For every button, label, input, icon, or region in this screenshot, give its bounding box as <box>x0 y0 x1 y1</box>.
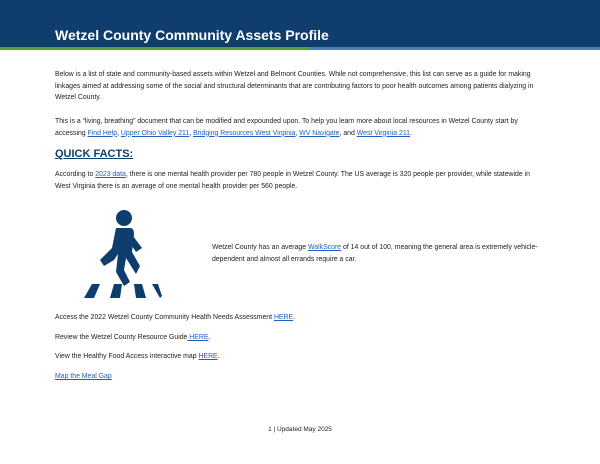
link-upper-ohio-valley-211[interactable]: Upper Ohio Valley 211 <box>120 129 190 137</box>
header-stripe-green <box>0 47 310 50</box>
page-title: Wetzel County Community Assets Profile <box>55 27 329 43</box>
resource-text: Access the 2022 Wetzel County Community Health Needs Assessment <box>55 314 274 321</box>
figure-head <box>116 210 132 226</box>
quick-facts-heading: QUICK FACTS: <box>55 148 134 160</box>
intro-paragraph: Below is a list of state and community-based assets within Wetzel and Belmont Counties. While not comprehensive, this list can serve as a guide for making linkages aimed at addressing some of the social and structural determinants that are contributing factors to poor health outcomes among patients dialyzing in Wetzel County. <box>55 71 534 102</box>
crosswalk-stripe <box>152 284 162 298</box>
period: . <box>217 353 220 360</box>
link-bridging-resources-wv[interactable]: Bridging Resources West Virginia <box>193 129 296 137</box>
pedestrian-crossing-icon <box>80 208 162 300</box>
resource-line-guide <box>55 332 210 343</box>
resource-text: View the Healthy Food Access interactive map <box>55 353 199 360</box>
separator: , <box>189 129 194 137</box>
mh-text-before: According to <box>55 171 96 178</box>
header-stripe-blue <box>310 47 600 50</box>
link-food-map-here[interactable]: HERE <box>198 353 218 360</box>
walk-text-before: Wetzel County has an average <box>212 244 309 251</box>
page-header <box>0 0 600 47</box>
mh-text-after: , there is one mental health provider per 780 people in Wetzel County. The US average is 320 people per provider, while statewide in West Virginia there is an average of one mental health provider per 560 people. <box>55 171 530 190</box>
living-doc-text: This is a “living, breathing” document that can be modified and expounded upon. To help you learn more about local resources in Wetzel County start by accessing <box>55 118 518 137</box>
link-west-virginia-211[interactable]: West Virginia 211 <box>356 129 411 137</box>
crosswalk-stripe <box>134 284 146 298</box>
mental-health-paragraph <box>55 169 545 192</box>
resource-text: Review the Wetzel County Resource Guide <box>55 334 188 341</box>
period: . <box>410 129 412 137</box>
link-wv-navigate[interactable]: WV Navigate <box>299 129 340 137</box>
crosswalk-stripe <box>84 284 100 298</box>
living-document-paragraph <box>55 116 545 139</box>
resource-line-food-map <box>55 351 220 362</box>
walk-text-after: of 14 out of 100, meaning the general area is extremely vehicle-dependent and almost all errands require a car. <box>212 244 538 263</box>
page-footer: 1 | Updated May 2025 <box>268 426 332 433</box>
resource-line-meal-gap <box>55 371 112 382</box>
link-2023-data[interactable]: 2023 data <box>95 171 126 178</box>
separator: , <box>117 129 121 137</box>
separator: , <box>295 129 300 137</box>
walkscore-paragraph <box>212 242 557 265</box>
link-map-the-meal-gap[interactable]: Map the Meal Gap <box>55 373 112 380</box>
link-find-help[interactable]: Find Help <box>87 129 118 137</box>
link-resource-guide-here[interactable]: HERE <box>187 334 209 341</box>
link-walkscore[interactable]: WalkScore <box>308 244 342 251</box>
resource-line-chna <box>55 312 295 323</box>
crosswalk-stripe <box>110 284 122 298</box>
link-chna-here[interactable]: HERE <box>273 314 294 321</box>
separator: , and <box>339 129 357 137</box>
period: . <box>208 334 211 341</box>
period: . <box>293 314 296 321</box>
figure-body <box>100 228 140 286</box>
